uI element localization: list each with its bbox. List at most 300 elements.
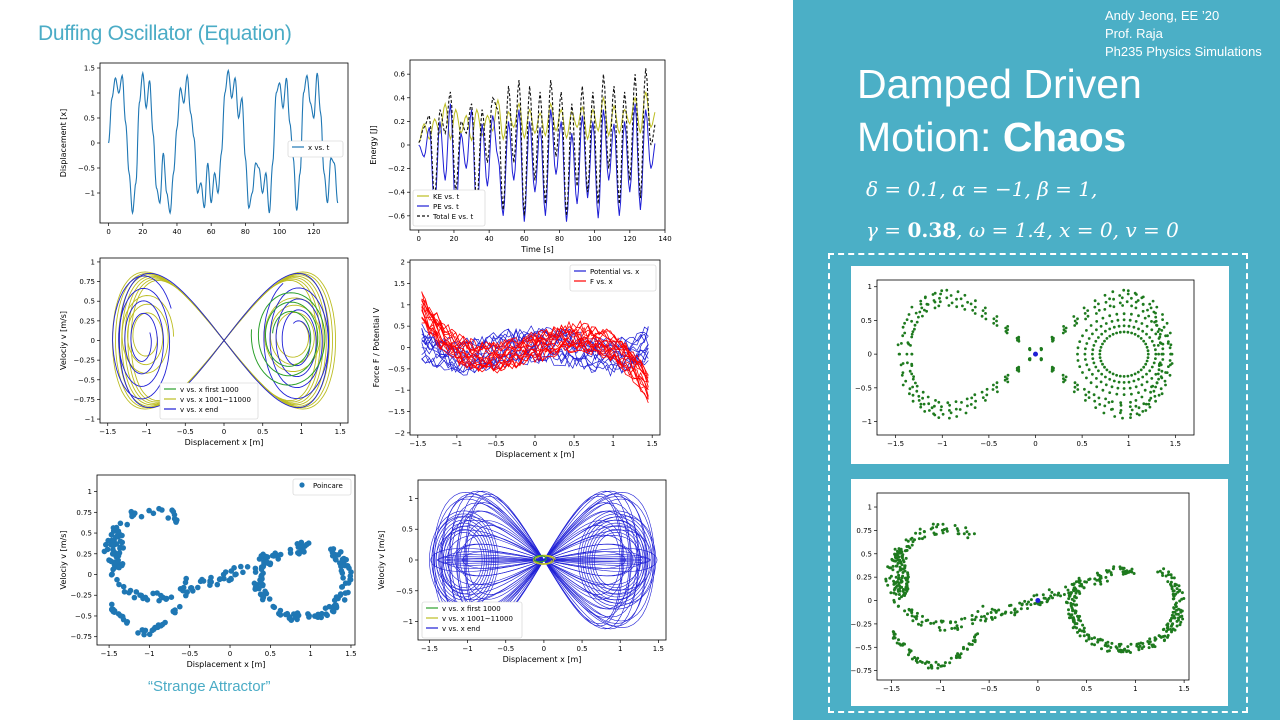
trajectory-point [1154, 333, 1157, 336]
poincare-point [1148, 646, 1151, 649]
trajectory-point [1156, 324, 1159, 327]
trajectory-point [1142, 303, 1145, 306]
poincare-point [275, 553, 281, 559]
trajectory-point [1091, 333, 1094, 336]
trajectory-point [984, 312, 987, 315]
poincare-point [156, 506, 162, 512]
x-tick-label: 1 [1133, 685, 1138, 693]
trajectory-point [1137, 335, 1140, 338]
trajectory-point [1121, 296, 1124, 299]
poincare-point [1075, 610, 1078, 613]
x-tick-label: 1.5 [1178, 685, 1190, 693]
poincare-point [976, 610, 979, 613]
poincare-point [1042, 593, 1045, 596]
trajectory-point [1144, 389, 1147, 392]
poincare-point [253, 585, 259, 591]
poincare-point [131, 512, 137, 518]
trajectory-point [1149, 406, 1152, 409]
poincare-point [949, 621, 952, 624]
poincare-point [962, 647, 965, 650]
trajectory-point [1051, 366, 1054, 369]
trajectory-point [926, 303, 929, 306]
trajectory-point [1095, 385, 1098, 388]
chart-poincare [55, 470, 365, 675]
poincare-point [1078, 615, 1081, 618]
chart-phase-space-long [373, 475, 673, 673]
trajectory-point [1140, 337, 1143, 340]
poincare-point [931, 526, 934, 529]
trajectory-point [1108, 297, 1111, 300]
poincare-point [1178, 584, 1181, 587]
x-tick-label: 140 [658, 235, 672, 243]
trajectory-point [1137, 328, 1140, 331]
trajectory-point [996, 324, 999, 327]
poincare-point [340, 570, 346, 576]
trajectory-point [1135, 399, 1138, 402]
gamma-value: 0.38 [907, 218, 957, 242]
poincare-point [137, 592, 143, 598]
trajectory-point [1123, 331, 1126, 334]
trajectory-point [970, 303, 973, 306]
x-tick-label: 40 [484, 235, 494, 243]
trajectory-point [917, 316, 920, 319]
trajectory-point [981, 315, 984, 318]
y-tick-label: 0 [867, 597, 872, 606]
poincare-point [1063, 593, 1066, 596]
trajectory-point [914, 324, 917, 327]
poincare-point [942, 523, 945, 526]
poincare-point [1123, 648, 1126, 651]
trajectory-point [1004, 376, 1007, 379]
poincare-point [973, 618, 976, 621]
trajectory-point [1102, 389, 1105, 392]
poincare-point [1080, 583, 1083, 586]
trajectory-point [1127, 289, 1130, 292]
params-line-2 [866, 218, 1179, 242]
poincare-point [340, 575, 346, 581]
trajectory-point [1157, 330, 1160, 333]
poincare-point [935, 620, 938, 623]
poincare-point [898, 597, 901, 600]
trajectory-point [1108, 335, 1111, 338]
trajectory-point [1077, 359, 1080, 362]
poincare-point [971, 643, 974, 646]
trajectory-point [1153, 344, 1156, 347]
trajectory-point [970, 397, 973, 400]
x-tick-label: 0 [416, 235, 422, 243]
poincare-point [1097, 638, 1100, 641]
poincare-point [165, 515, 171, 521]
y-tick-label: −0.75 [73, 395, 95, 404]
poincare-point [1014, 608, 1017, 611]
trajectory-point [1111, 385, 1114, 388]
poincare-point [143, 628, 149, 634]
poincare-point [158, 593, 164, 599]
poincare-point [984, 620, 987, 623]
poincare-point [1010, 611, 1013, 614]
poincare-point [262, 589, 268, 595]
legend [293, 479, 351, 495]
poincare-point [1176, 625, 1179, 628]
chart-background [851, 479, 1228, 706]
y-tick-label: −0.5 [396, 587, 413, 596]
poincare-point [930, 667, 933, 670]
poincare-point [1093, 636, 1096, 639]
trajectory-point [1138, 406, 1141, 409]
poincare-point [1179, 609, 1182, 612]
trajectory-point [1137, 314, 1140, 317]
y-axis-label: Velociy v [m/s] [59, 311, 68, 370]
trajectory-point [901, 374, 904, 377]
trajectory-point [1108, 314, 1111, 317]
trajectory-point [1075, 322, 1078, 325]
poincare-point [172, 516, 178, 522]
trajectory-point [1098, 309, 1101, 312]
poincare-point [905, 583, 908, 586]
poincare-point [1120, 643, 1123, 646]
poincare-point [889, 566, 892, 569]
trajectory-point [909, 344, 912, 347]
x-axis-label: Displacement x [m] [186, 660, 266, 669]
x-tick-label: 20 [449, 235, 459, 243]
trajectory-point [925, 310, 928, 313]
poincare-point [939, 629, 942, 632]
poincare-point [895, 553, 898, 556]
poincare-point [909, 538, 912, 541]
poincare-point [991, 608, 994, 611]
poincare-point [906, 573, 909, 576]
poincare-point [903, 560, 906, 563]
trajectory-point [1162, 353, 1165, 356]
y-tick-label: 1.5 [83, 64, 95, 73]
trajectory-point [1158, 337, 1161, 340]
poincare-point [208, 575, 214, 581]
poincare-point [331, 546, 337, 552]
poincare-point [938, 626, 941, 629]
poincare-point [1109, 646, 1112, 649]
y-tick-label: −0.5 [855, 643, 872, 652]
trajectory-point [1169, 346, 1172, 349]
poincare-point [1075, 622, 1078, 625]
trajectory-point [918, 311, 921, 314]
poincare-point [1126, 649, 1129, 652]
poincare-point [1159, 635, 1162, 638]
trajectory-point [1130, 393, 1133, 396]
trajectory-point [1154, 312, 1157, 315]
poincare-point [1112, 565, 1115, 568]
trajectory-point [1111, 290, 1114, 293]
trajectory-point [1074, 386, 1077, 389]
poincare-point [971, 622, 974, 625]
poincare-point [1119, 565, 1122, 568]
poincare-point [898, 547, 901, 550]
poincare-point [973, 635, 976, 638]
poincare-point [942, 531, 945, 534]
x-tick-label: 120 [623, 235, 637, 243]
trajectory-point [1078, 365, 1081, 368]
trajectory-point [1106, 337, 1109, 340]
poincare-point [1166, 580, 1169, 583]
trajectory-point [916, 385, 919, 388]
poincare-point [930, 664, 933, 667]
trajectory-point [1135, 385, 1138, 388]
poincare-point [945, 527, 948, 530]
poincare-point [892, 592, 895, 595]
trajectory-point [1083, 307, 1086, 310]
poincare-point [1014, 611, 1017, 614]
y-tick-label: −1 [861, 418, 872, 427]
trajectory-point [1097, 369, 1100, 372]
trajectory-point [955, 415, 958, 418]
poincare-point [334, 604, 340, 610]
poincare-point [109, 602, 115, 608]
x-tick-label: −0.5 [980, 440, 998, 448]
poincare-point [1120, 650, 1123, 653]
trajectory-point [1104, 294, 1107, 297]
poincare-point [956, 527, 959, 530]
trajectory-point [1160, 363, 1163, 366]
x-tick-label: 0 [106, 228, 111, 236]
trajectory-point [910, 320, 913, 323]
poincare-point [1044, 597, 1047, 600]
poincare-point [253, 569, 259, 575]
poincare-point [906, 588, 909, 591]
trajectory-point [920, 303, 923, 306]
y-tick-label: 0.5 [83, 114, 95, 123]
x-tick-label: 80 [240, 228, 250, 236]
poincare-point [944, 661, 947, 664]
poincare-point [1023, 600, 1026, 603]
trajectory-point [1154, 348, 1157, 351]
poincare-point [902, 594, 905, 597]
trajectory-point [973, 393, 976, 396]
poincare-point [226, 578, 232, 584]
poincare-point [897, 556, 900, 559]
trajectory-point [910, 336, 913, 339]
poincare-point [1172, 606, 1175, 609]
trajectory-point [1095, 312, 1098, 315]
trajectory-point [1151, 340, 1154, 343]
poincare-point [910, 608, 913, 611]
poincare-point [1070, 616, 1073, 619]
x-tick-label: 0 [221, 428, 227, 436]
trajectory-point [1126, 300, 1129, 303]
trajectory-point [1017, 366, 1020, 369]
poincare-point [1105, 569, 1108, 572]
trajectory-point [981, 391, 984, 394]
x-tick-label: 1 [299, 428, 304, 436]
poincare-point [1087, 638, 1090, 641]
poincare-point [1095, 579, 1098, 582]
trajectory-point [1147, 356, 1150, 359]
poincare-point [902, 568, 905, 571]
trajectory-point [898, 353, 901, 356]
poincare-point [1049, 595, 1052, 598]
poincare-point [921, 615, 924, 618]
trajectory-point [993, 317, 996, 320]
poincare-point [1175, 605, 1178, 608]
x-tick-label: 60 [519, 235, 529, 243]
trajectory-point [934, 399, 937, 402]
trajectory-point [996, 315, 999, 318]
legend-label: v vs. x first 1000 [180, 386, 239, 394]
y-tick-label: 0.75 [856, 526, 872, 535]
poincare-point [1172, 597, 1175, 600]
legend-label: x vs. t [308, 144, 330, 152]
trajectory-point [1100, 360, 1103, 363]
poincare-point [974, 639, 977, 642]
poincare-point [1106, 580, 1109, 583]
trajectory-point [900, 342, 903, 345]
trajectory-point [1160, 387, 1163, 390]
poincare-point [1096, 572, 1099, 575]
poincare-point [116, 565, 122, 571]
trajectory-point [1105, 383, 1108, 386]
poincare-point [897, 638, 900, 641]
poincare-point [897, 588, 900, 591]
trajectory-point [1151, 366, 1154, 369]
headline-emphasis: Chaos [1002, 114, 1126, 160]
trajectory-point [1113, 326, 1116, 329]
trajectory-point [1084, 318, 1087, 321]
poincare-point [901, 575, 904, 578]
trajectory-point [1018, 340, 1021, 343]
legend-label: v vs. x 1001~11000 [180, 396, 251, 404]
origin-point [1035, 598, 1040, 603]
trajectory-point [1097, 336, 1100, 339]
trajectory-point [1128, 381, 1131, 384]
poincare-point [1110, 642, 1113, 645]
poincare-point [971, 614, 974, 617]
trajectory-point [965, 412, 968, 415]
credits [1105, 7, 1262, 61]
poincare-point [296, 613, 302, 619]
poincare-point [919, 528, 922, 531]
poincare-point [289, 617, 295, 623]
poincare-point [1163, 638, 1166, 641]
trajectory-point [921, 397, 924, 400]
poincare-point [1165, 624, 1168, 627]
trajectory-point [931, 406, 934, 409]
poincare-point [107, 558, 113, 564]
trajectory-point [1085, 329, 1088, 332]
trajectory-point [1157, 344, 1160, 347]
poincare-point [1181, 591, 1184, 594]
legend-label: PE vs. t [433, 203, 459, 211]
poincare-point [338, 549, 344, 555]
x-tick-label: 0 [541, 645, 547, 653]
trajectory-point [1169, 353, 1172, 356]
trajectory-point [1119, 401, 1122, 404]
poincare-point [894, 556, 897, 559]
poincare-point [110, 542, 116, 548]
y-tick-label: −1 [84, 189, 95, 198]
poincare-point [330, 553, 336, 559]
y-tick-label: −0.75 [851, 667, 872, 676]
poincare-point [946, 530, 949, 533]
poincare-point [1173, 576, 1176, 579]
y-tick-label: 2 [400, 258, 405, 267]
trajectory-point [937, 305, 940, 308]
trajectory-point [902, 371, 905, 374]
trajectory-point [1086, 309, 1089, 312]
poincare-point [932, 523, 935, 526]
trajectory-point [1159, 333, 1162, 336]
trajectory-point [1076, 384, 1079, 387]
trajectory-point [1130, 374, 1133, 377]
trajectory-point [1098, 403, 1101, 406]
trajectory-point [1062, 325, 1065, 328]
poincare-point [348, 573, 354, 579]
poincare-point [968, 533, 971, 536]
trajectory-point [1109, 305, 1112, 308]
trajectory-point [1142, 366, 1145, 369]
trajectory-point [1157, 378, 1160, 381]
trajectory-point [1029, 357, 1032, 360]
y-tick-label: 0.75 [79, 278, 95, 287]
poincare-point [1169, 628, 1172, 631]
poincare-point [338, 564, 344, 570]
poincare-point [886, 584, 889, 587]
trajectory-point [908, 313, 911, 316]
poincare-point [980, 615, 983, 618]
poincare-point [994, 616, 997, 619]
poincare-point [971, 618, 974, 621]
trajectory-point [1108, 378, 1111, 381]
poincare-point [913, 538, 916, 541]
y-axis-label: Force F / Potential V [372, 307, 381, 388]
legend [570, 265, 656, 291]
poincare-point [901, 553, 904, 556]
trajectory-point [1158, 368, 1161, 371]
poincare-point [1154, 638, 1157, 641]
poincare-point [898, 552, 901, 555]
poincare-point [964, 526, 967, 529]
poincare-point [150, 628, 156, 634]
poincare-point [927, 667, 930, 670]
poincare-point [1162, 567, 1165, 570]
legend [288, 141, 343, 157]
poincare-point [889, 591, 892, 594]
trajectory-point [1137, 378, 1140, 381]
trajectory-point [1104, 330, 1107, 333]
trajectory-point [919, 300, 922, 303]
y-tick-label: −0.5 [855, 384, 872, 393]
trajectory-point [1161, 392, 1164, 395]
x-tick-label: −1.5 [99, 428, 117, 436]
trajectory-point [951, 302, 954, 305]
trajectory-point [1148, 336, 1151, 339]
trajectory-point [915, 312, 918, 315]
trajectory-point [1115, 313, 1118, 316]
trajectory-point [1095, 328, 1098, 331]
trajectory-point [1091, 353, 1094, 356]
poincare-point [171, 609, 177, 615]
trajectory-point [986, 388, 989, 391]
trajectory-point [1150, 328, 1153, 331]
poincare-point [897, 578, 900, 581]
x-tick-label: 1 [610, 440, 616, 448]
poincare-point [905, 545, 908, 548]
trajectory-point [934, 307, 937, 310]
poincare-point [177, 604, 183, 610]
x-tick-label: 0.5 [1076, 440, 1088, 448]
trajectory-point [1095, 377, 1098, 380]
poincare-point [911, 619, 914, 622]
trajectory-point [1142, 296, 1145, 299]
trajectory-point [1088, 391, 1091, 394]
poincare-point [954, 524, 957, 527]
